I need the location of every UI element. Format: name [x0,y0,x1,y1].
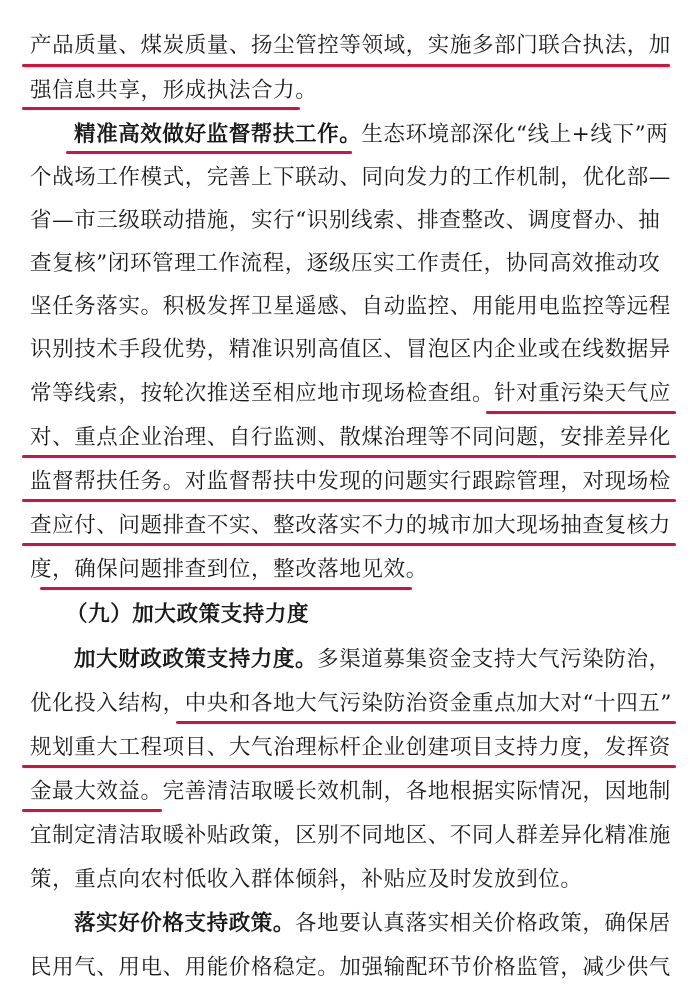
text-line [30,550,428,590]
red-underline-mark [22,107,300,110]
text-line [30,330,671,370]
line-text: 常等线索，按轮次推送至相应地市现场检查组。 [30,381,495,406]
line-text: 监督帮扶任务。对监督帮扶中发现的问题实行跟踪管理，对现场检 [30,469,671,494]
line-text: 坚任务落实。积极发挥卫星遥感、自动监控、用能用电监控等远程 [30,294,671,319]
red-underline-mark [22,809,162,812]
section-heading-text: （九）加大政策支持力度 [66,602,310,627]
red-underline-mark [22,455,676,458]
text-line [30,26,671,66]
line-text: 生态环境部深化“线上+线下”两 [361,122,669,147]
red-underline-mark [176,721,676,724]
line-text: 优化投入结构， [30,691,185,716]
text-line [30,948,671,988]
line-text: 民用气、用电、用能价格稳定。加强输配环节价格监管，减少供气 [30,955,671,980]
line-text: 查复核”闭环管理工作流程，逐级压实工作责任，协同高效推动攻 [30,251,661,276]
line-heading-text: 落实好价格支持政策。 [74,911,296,936]
section-heading [66,595,309,635]
line-text: 查应付、问题排查不实、整改落实不力的城市加大现场抽查复核力 [30,513,671,538]
text-line [30,860,583,900]
text-line [30,684,672,724]
text-line [74,115,668,155]
red-underline-mark [22,765,676,768]
text-line [74,904,671,944]
line-text: 产品质量、煤炭质量、扬尘管控等领域，实施多部门联合执法，加 [30,33,671,58]
red-underline-mark [22,499,676,502]
red-underline-mark [66,151,352,154]
line-text: 宜制定清洁取暖补贴政策，区别不同地区、不同人群差异化精准施 [30,823,671,848]
text-line [30,772,671,812]
text-line [30,462,671,502]
line-text: 规划重大工程项目、大气治理标杆企业创建项目支持力度，发挥资 [30,735,671,760]
red-underline-mark [22,543,676,546]
red-underline-mark [22,64,670,67]
line-text: 对、重点企业治理、自行监测、散煤治理等不同问题，安排差异化 [30,425,671,450]
line-text: 中央和各地大气污染防治资金重点加大对“十四五” [184,691,672,716]
text-line [30,728,671,768]
text-line [30,287,671,327]
text-line [30,816,671,856]
text-line [30,418,671,458]
line-text: 强信息共享，形成执法合力。 [30,78,318,103]
red-underline-mark [40,587,412,590]
line-heading-text: 精准高效做好监督帮扶工作。 [74,122,362,147]
line-text: 省—市三级联动措施，实行“识别线索、排查整改、调度督办、抽 [30,208,661,233]
text-line [30,71,317,111]
line-text: 各地要认真落实相关价格政策，确保居 [295,911,671,936]
line-text: 识别技术手段优势，精准识别高值区、冒泡区内企业或在线数据异 [30,337,671,362]
line-text: 度，确保问题排查到位，整改落地见效。 [30,557,428,582]
line-text: 个战场工作模式，完善上下联动、同向发力的工作机制，优化部— [30,165,671,190]
line-text: 针对重污染天气应 [494,381,671,406]
text-line [30,201,660,241]
line-heading-text: 加大财政政策支持力度。 [74,647,318,672]
line-text: 策，重点向农村低收入群体倾斜，补贴应及时发放到位。 [30,867,583,892]
line-text: 多渠道募集资金支持大气污染防治， [317,647,671,672]
text-line [74,640,671,680]
line-text: 金最大效益。 [30,779,163,804]
text-line [30,374,671,414]
line-text: 完善清洁取暖长效机制，各地根据实际情况，因地制 [162,779,671,804]
text-line [30,506,671,546]
text-line [30,244,660,284]
text-line [30,158,671,198]
red-underline-mark [486,411,676,414]
